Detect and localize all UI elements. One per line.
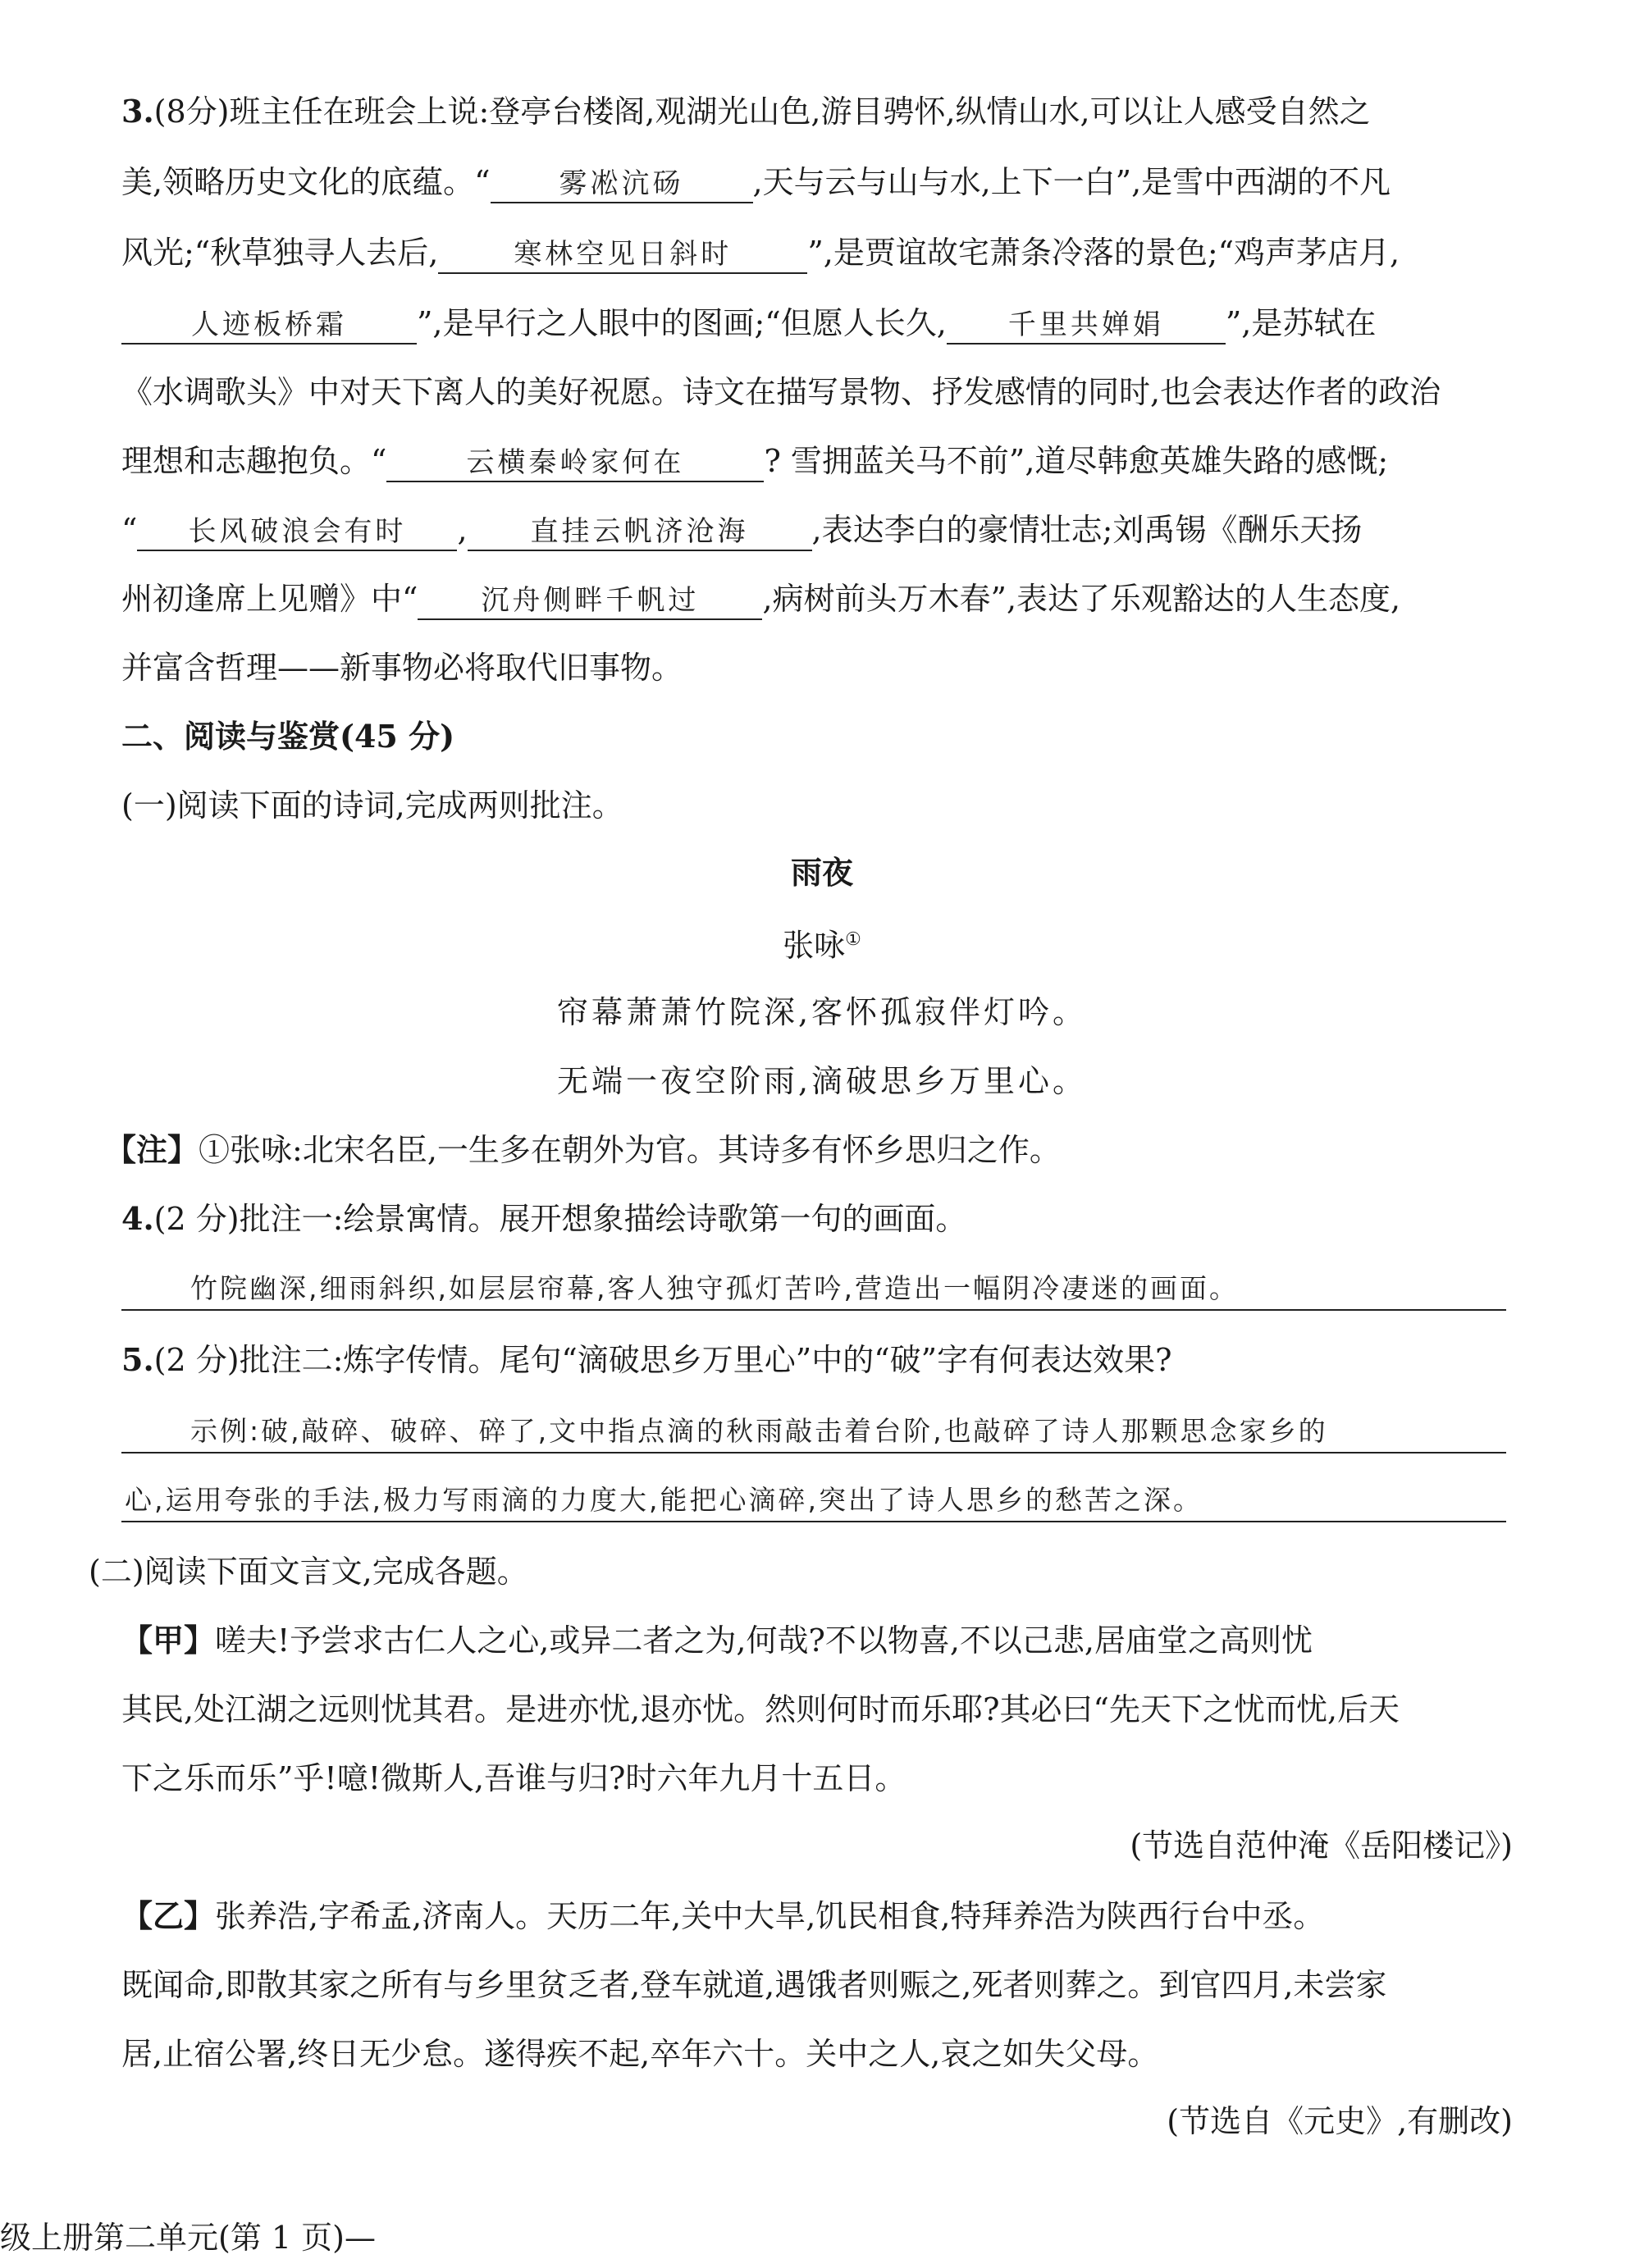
q5-answer-line-1[interactable]: 示例:破,敲碎、破碎、碎了,文中指点滴的秋雨敲击着台阶,也敲碎了诗人那颗思念家乡的: [121, 1411, 1506, 1453]
q3-line-3: 风光;“秋草独寻人去后, 寒林空见日斜时 ”,是贾谊故宅萧条冷落的景色;“鸡声茅店月,: [121, 230, 1513, 276]
poem-note: 【注】①张咏:北宋名臣,一生多在朝外为官。其诗多有怀乡思归之作。: [105, 1131, 1061, 1168]
yi-line-3: 居,止宿公署,终日无少怠。遂得疾不起,卒年六十。关中之人,哀之如失父母。: [121, 2036, 1159, 2072]
part-1-intro: (一)阅读下面的诗词,完成两则批注。: [121, 787, 623, 824]
jia-line-2: 其民,处江湖之远则忧其君。是进亦忧,退亦忧。然则何时而乐耶?其必曰“先天下之忧而忧,后天: [121, 1691, 1400, 1727]
poem-line-2: 无端一夜空阶雨,滴破思乡万里心。: [556, 1063, 1088, 1099]
q3-line-8: 州初逢席上见赠》中“ 沉舟侧畔千帆过 ,病树前头万木春”,表达了乐观豁达的人生态度,: [121, 576, 1513, 622]
q5-question: 5.(2 分)批注二:炼字传情。尾句“滴破思乡万里心”中的“破”字有何表达效果?: [121, 1341, 1172, 1378]
q4-answer[interactable]: 竹院幽深,细雨斜织,如层层帘幕,客人独守孤灯苦吟,营造出一幅阴冷凄迷的画面。: [121, 1268, 1506, 1311]
part-2-intro: (二)阅读下面文言文,完成各题。: [89, 1554, 528, 1590]
answer-blank-5[interactable]: 云横秦岭家何在: [386, 445, 764, 482]
jia-label: 【甲】: [121, 1622, 216, 1659]
answer-blank-7[interactable]: 直挂云帆济沧海: [468, 513, 812, 551]
q3-line-4: 人迹板桥霜 ”,是早行之人眼中的图画;“但愿人长久, 千里共婵娟 ”,是苏轼在: [121, 300, 1513, 346]
yi-line-2: 既闻命,即散其家之所有与乡里贫乏者,登车就道,遇饿者则赈之,死者则葬之。到官四月,未尝家: [121, 1967, 1387, 2003]
yi-line-1: 【乙】张养浩,字希孟,济南人。天历二年,关中大旱,饥民相食,特拜养浩为陕西行台中丞。: [121, 1898, 1325, 1934]
answer-blank-4[interactable]: 千里共婵娟: [947, 307, 1226, 345]
answer-blank-3[interactable]: 人迹板桥霜: [121, 307, 417, 345]
q3-line-7: “ 长风破浪会有时 , 直挂云帆济沧海 ,表达李白的豪情壮志;刘禹锡《酬乐天扬: [121, 507, 1513, 553]
jia-line-1: 【甲】嗟夫!予尝求古仁人之心,或异二者之为,何哉?不以物喜,不以己悲,居庙堂之高则忧: [121, 1622, 1313, 1659]
poem-author: 张咏①: [783, 927, 861, 964]
answer-blank-1[interactable]: 雾凇沆砀: [491, 166, 753, 203]
q3-line-2: 美,领略历史文化的底蕴。“ 雾凇沆砀 ,天与云与山与水,上下一白”,是雪中西湖的不凡: [121, 159, 1513, 205]
page-footer: 级上册第二单元(第 1 页)—: [0, 2220, 376, 2256]
jia-source: (节选自范仲淹《岳阳楼记》): [1130, 1828, 1513, 1864]
answer-blank-6[interactable]: 长风破浪会有时: [137, 513, 457, 551]
q3-line-5: 《水调歌头》中对天下离人的美好祝愿。诗文在描写景物、抒发感情的同时,也会表达作者的政治: [121, 374, 1441, 410]
section-2-title: 二、阅读与鉴赏(45 分): [121, 718, 455, 755]
poem-line-1: 帘幕萧萧竹院深,客怀孤寂伴灯吟。: [556, 994, 1088, 1030]
q3-line-6: 理想和志趣抱负。“ 云横秦岭家何在 ? 雪拥蓝关马不前”,道尽韩愈英雄失路的感慨;: [121, 438, 1513, 484]
q3-line-9: 并富含哲理——新事物必将取代旧事物。: [121, 650, 683, 686]
poem-title: 雨夜: [790, 855, 853, 891]
answer-blank-2[interactable]: 寒林空见日斜时: [438, 236, 807, 274]
q4-question: 4.(2 分)批注一:绘景寓情。展开想象描绘诗歌第一句的画面。: [121, 1200, 967, 1237]
q3-line-1: 3.(8分)班主任在班会上说:登亭台楼阁,观湖光山色,游目骋怀,纵情山水,可以让人感受自然之: [121, 93, 1371, 130]
q5-answer-line-2[interactable]: 心,运用夸张的手法,极力写雨滴的力度大,能把心滴碎,突出了诗人思乡的愁苦之深。: [121, 1480, 1506, 1522]
q3-number: 3.: [121, 93, 154, 130]
answer-blank-8[interactable]: 沉舟侧畔千帆过: [418, 582, 762, 620]
yi-label: 【乙】: [121, 1898, 216, 1934]
yi-source: (节选自《元史》,有删改): [1167, 2103, 1513, 2139]
jia-line-3: 下之乐而乐”乎!噫!微斯人,吾谁与归?时六年九月十五日。: [121, 1760, 906, 1796]
